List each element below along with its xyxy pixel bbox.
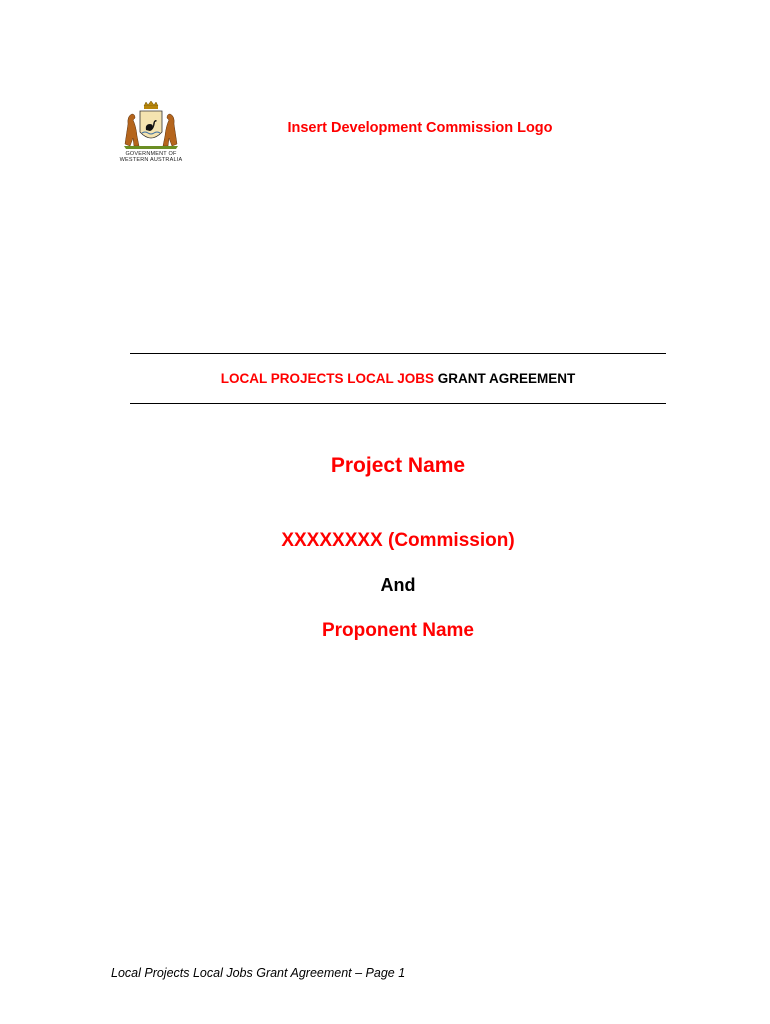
page-footer: Local Projects Local Jobs Grant Agreement – Page 1 bbox=[111, 966, 406, 980]
project-name: Project Name bbox=[330, 454, 466, 477]
and-connector: And bbox=[380, 575, 416, 595]
agreement-title-black: GRANT AGREEMENT bbox=[437, 371, 576, 386]
title-rule-top bbox=[130, 353, 666, 354]
agreement-title-red: LOCAL PROJECTS LOCAL JOBS bbox=[220, 371, 434, 386]
crest-caption-line2: WESTERN AUSTRALIA bbox=[119, 157, 183, 163]
commission-logo-placeholder: Insert Development Commission Logo bbox=[287, 120, 553, 136]
proponent-name: Proponent Name bbox=[321, 620, 475, 641]
commission-name: XXXXXXXX (Commission) bbox=[281, 530, 515, 551]
agreement-title bbox=[130, 371, 666, 386]
crest-caption-line1: GOVERNMENT OF bbox=[125, 151, 177, 157]
title-rule-bottom bbox=[130, 403, 666, 404]
